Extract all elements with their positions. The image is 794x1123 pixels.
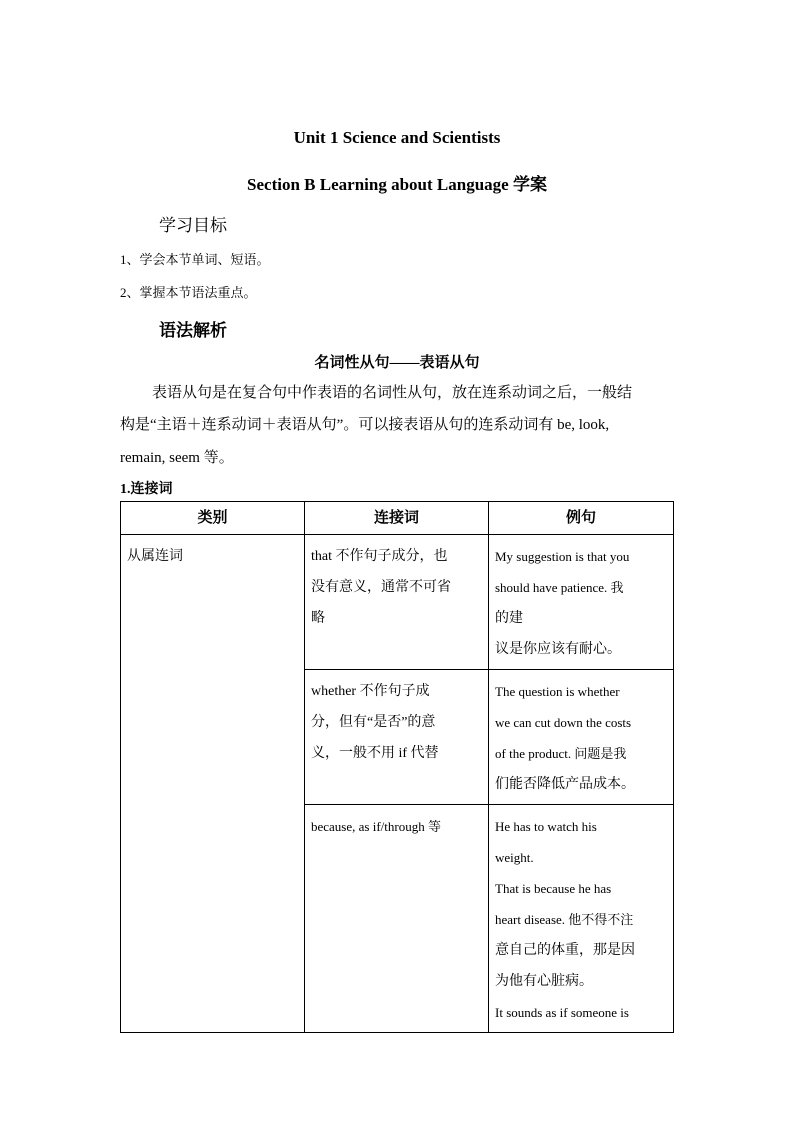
- title-unit: Unit 1 Science and Scientists: [293, 128, 501, 147]
- conjunction-line: whether 不作句子成: [311, 684, 430, 699]
- conjunction-line: that 不作句子成分，也: [311, 549, 448, 564]
- objectives-heading: 学习目标: [159, 216, 227, 235]
- table-row: [121, 535, 674, 670]
- grammar-heading: 语法解析: [159, 321, 227, 340]
- conjunction-line: 略: [311, 611, 325, 626]
- example-line: My suggestion is that you: [495, 549, 630, 564]
- conjunction-line: 没有意义，通常不可省: [311, 580, 451, 595]
- objective-item: 2、掌握本节语法重点。: [120, 285, 257, 300]
- example-line: we can cut down the costs: [495, 715, 632, 730]
- example-line: 议是你应该有耐心。: [495, 642, 621, 657]
- example-line: 的建: [495, 611, 523, 626]
- example-cell: [489, 670, 674, 805]
- example-line: weight.: [495, 850, 534, 865]
- category-cell: [121, 535, 305, 1033]
- example-cell: [489, 805, 674, 1033]
- example-line: 们能否降低产品成本。: [495, 777, 635, 792]
- example-line: should have patience. 我: [495, 580, 624, 595]
- header-example: 例句: [489, 502, 674, 535]
- conjunction-cell: [305, 670, 489, 805]
- example-line: of the product. 问题是我: [495, 746, 627, 761]
- conjunction-cell: [305, 535, 489, 670]
- section-label: 1.连接词: [120, 482, 173, 497]
- example-line: 意自己的体重，那是因: [495, 943, 635, 958]
- example-line: He has to watch his: [495, 819, 597, 834]
- example-cell: [489, 535, 674, 670]
- example-line: 为他有心脏病。: [495, 974, 593, 989]
- intro-line: remain, seem 等。: [120, 450, 234, 466]
- example-line: It sounds as if someone is: [495, 1005, 629, 1020]
- conjunction-table: [120, 501, 674, 1033]
- objective-item: 1、学会本节单词、短语。: [120, 252, 270, 267]
- conjunction-cell: [305, 805, 489, 1033]
- header-category: 类别: [121, 502, 305, 535]
- grammar-title: 名词性从句——表语从句: [314, 355, 480, 371]
- conjunction-line: 分，但有“是否”的意: [311, 715, 436, 730]
- example-line: The question is whether: [495, 684, 620, 699]
- example-line: That is because he has: [495, 881, 612, 896]
- category-text: 从属连词: [127, 549, 183, 564]
- table-header-row: [121, 502, 674, 535]
- intro-line: 表语从句是在复合句中作表语的名词性从句，放在连系动词之后，一般结: [152, 385, 633, 401]
- conjunction-line: because, as if/through 等: [311, 819, 441, 834]
- header-conjunction: 连接词: [305, 502, 489, 535]
- example-line: heart disease. 他不得不注: [495, 912, 634, 927]
- conjunction-line: 义，一般不用 if 代替: [311, 746, 439, 761]
- title-section: Section B Learning about Language 学案: [247, 175, 547, 194]
- intro-line: 构是“主语＋连系动词＋表语从句”。可以接表语从句的连系动词有 be, look,: [120, 417, 610, 433]
